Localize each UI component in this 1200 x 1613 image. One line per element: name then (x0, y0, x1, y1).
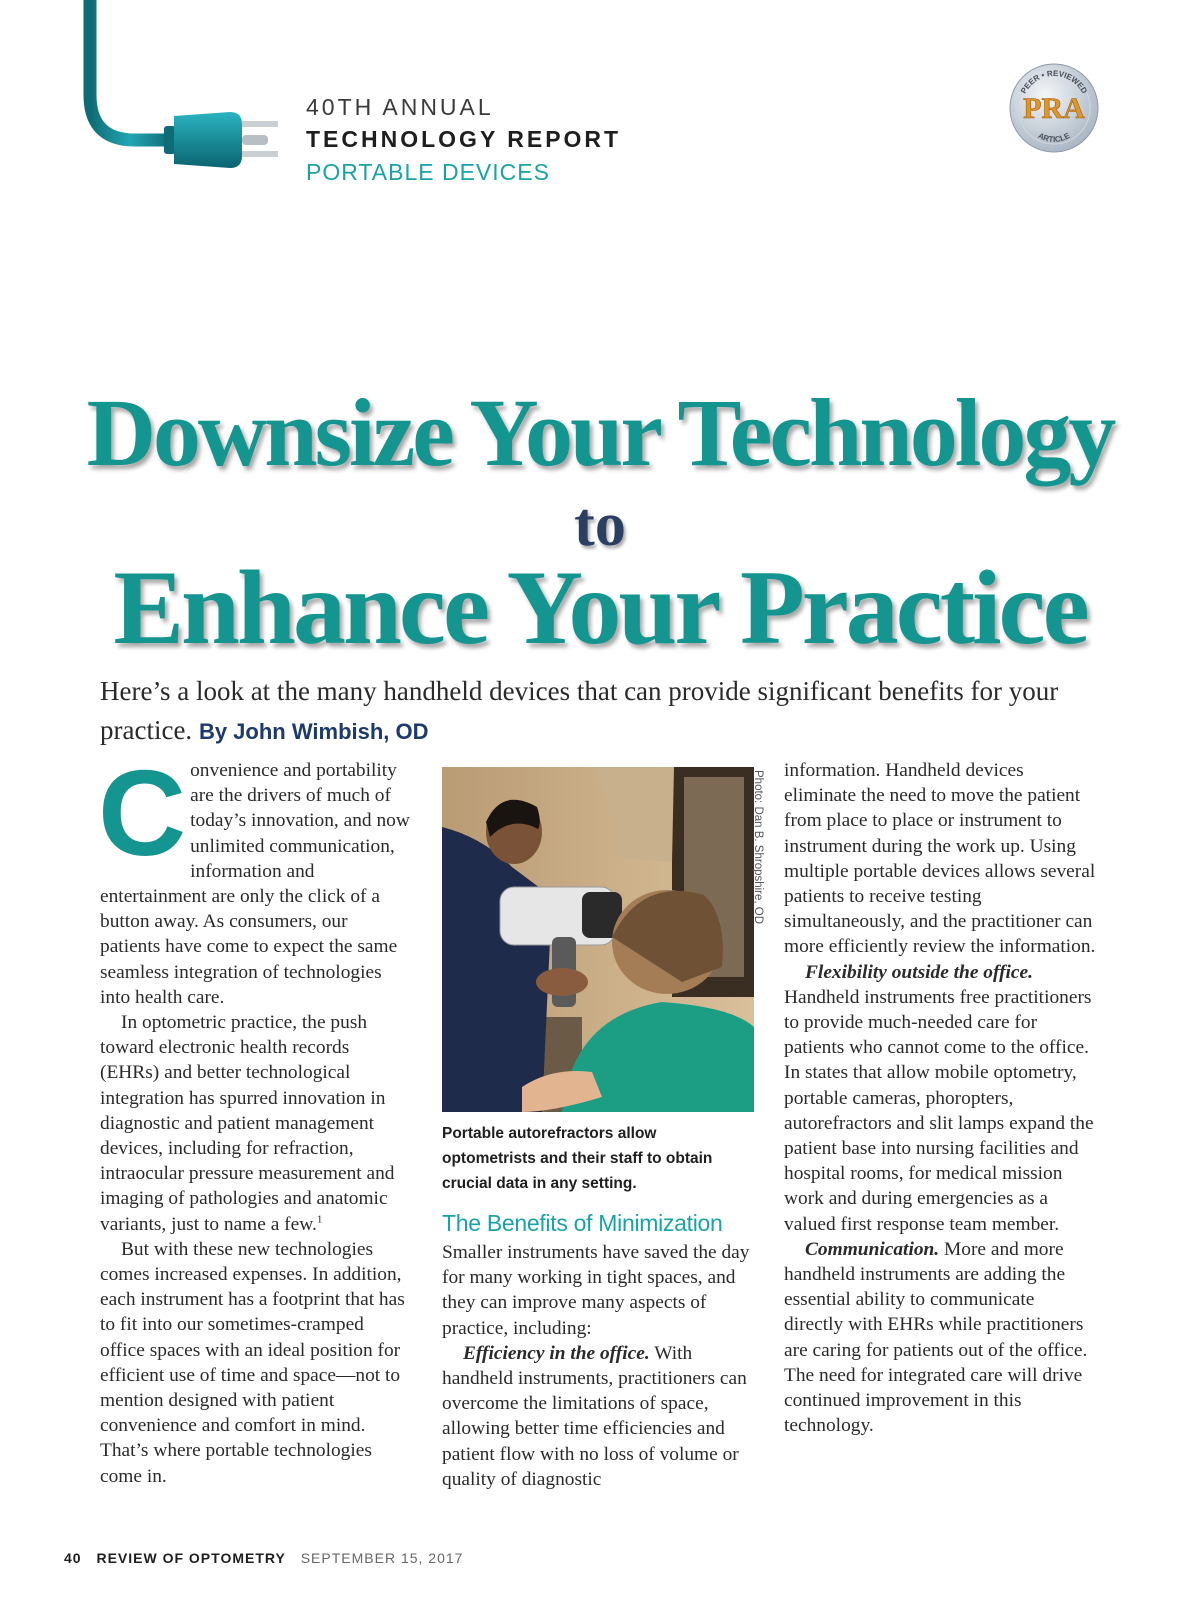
report-kicker (306, 92, 621, 188)
communication-text: More and more handheld instruments are adding the essential ability to communicate directly with EHRs while practitioners are caring for patients out of the office. The need for integrated care will drive continued improvement in this technology. (784, 1238, 1088, 1437)
paragraph-minimization: Smaller instruments have saved the day for many working in tight spaces, and they can improve many aspects of practice, including: (442, 1242, 750, 1339)
drop-cap: C (98, 745, 187, 881)
section-subhead: The Benefits of Minimization (442, 1210, 723, 1236)
headline-line-3: Enhance Your Practice (113, 549, 1087, 666)
kicker-section: PORTABLE DEVICES (306, 159, 550, 185)
issue-date: SEPTEMBER 15, 2017 (300, 1550, 464, 1566)
page-footer (64, 1550, 463, 1566)
column-2 (442, 1240, 752, 1492)
communication-lead: Communication. (805, 1238, 940, 1260)
kicker-annual: 40TH ANNUAL (306, 94, 494, 120)
footnote-ref: 1 (316, 1213, 323, 1226)
headline-line-2: to (574, 491, 626, 559)
paragraph-ehr (100, 1010, 412, 1237)
paragraph-information: information. Handheld devices eliminate the need to move the patient from place to place or instrument to instrument during the work up. Using multiple portable devices allows several patients to receive testing simultaneously, and the practitioner can more efficiently review the information. (784, 760, 1096, 958)
efficiency-text: With handheld instruments, practitioners can overcome the limitations of space, allowing better time efficiencies and patient flow with no loss of volume or quality of diagnostic (442, 1342, 747, 1490)
kicker-report: TECHNOLOGY REPORT (306, 126, 622, 152)
efficiency-lead: Efficiency in the office. (463, 1342, 650, 1364)
column-3 (784, 758, 1096, 1438)
svg-text:PRA: PRA (1023, 92, 1085, 125)
page-number: 40 (64, 1550, 82, 1566)
photo-caption: Portable autorefractors allow optometrists and their staff to obtain crucial data in any setting. (442, 1125, 713, 1192)
paragraph-efficiency (442, 1341, 752, 1492)
magazine-name: REVIEW OF OPTOMETRY (96, 1550, 286, 1566)
photo-credit: Photo: Dan B. Shropshire, OD (752, 770, 764, 925)
headline-line-1: Downsize Your Technology (86, 379, 1114, 486)
power-plug-icon (60, 0, 300, 190)
byline: By John Wimbish, OD (198, 719, 429, 744)
paragraph-communication (784, 1237, 1096, 1439)
paragraph-flexibility (784, 960, 1096, 1237)
deck (100, 672, 1100, 751)
intro-text: onvenience and portability are the drivers of much of today’s innovation, and now unlimited communication, information and entertainment are only the click of a button away. As consumers, our patients have come to expect the same seamless integration of technologies into health care. (100, 760, 410, 1008)
column-1 (98, 745, 412, 1489)
paragraph-expenses: But with these new technologies comes increased expenses. In addition, each instrument has a footprint that has to fit into our sometimes-cramped office spaces with an ideal position for efficient use of time and space—not to mention designed with patient convenience and comfort in mind. That’s where portable technologies come in. (100, 1238, 405, 1487)
peer-review-seal-icon (1008, 62, 1100, 154)
svg-text:PEER • REVIEWED: PEER • REVIEWED (1018, 68, 1089, 96)
flexibility-text: Handheld instruments free practitioners to provide much-needed care for patients who cannot come to the office. In states that allow mobile optometry, portable cameras, phoropters, autorefractors and slit lamps expand the patient base into nursing facilities and hospital rooms, for medical mission work and during emergencies as a valued first response team member. (784, 986, 1094, 1235)
deck-text: Here’s a look at the many handheld devices that can provide significant benefits for your practice. (100, 676, 1059, 745)
flexibility-lead: Flexibility outside the office. (805, 961, 1033, 983)
paragraph-intro (98, 745, 412, 1010)
ehr-text: In optometric practice, the push toward electronic health records (EHRs) and better technological integration has spurred innovation in diagnostic and patient management devices, including for refraction, intraocular pressure measurement and imaging of pathologies and anatomic variants, just to name a few. (100, 1012, 395, 1235)
svg-text:ARTICLE: ARTICLE (1036, 131, 1072, 145)
autorefractor-photo (442, 767, 754, 1112)
